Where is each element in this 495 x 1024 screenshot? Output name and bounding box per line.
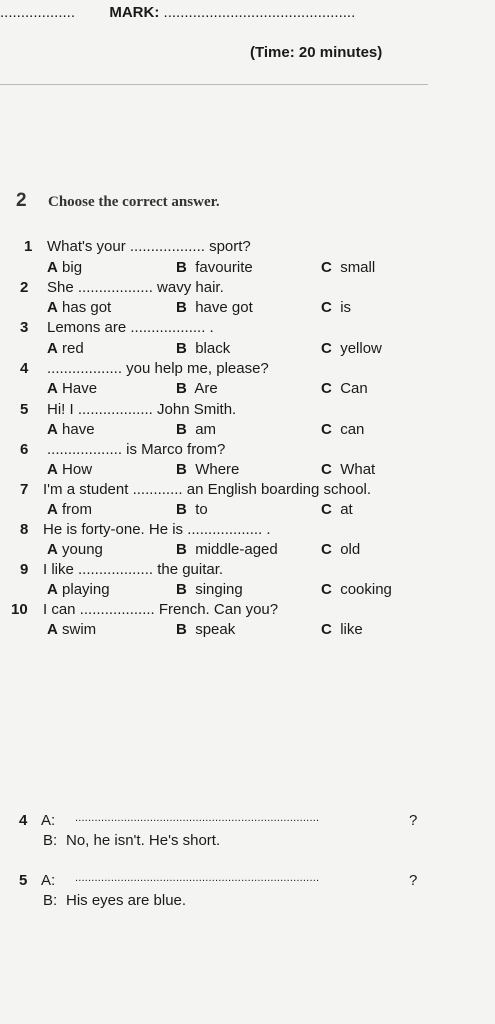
option-c[interactable]: C small — [321, 259, 376, 276]
speaker-a-label: A: — [41, 812, 56, 829]
option-a[interactable]: A red — [47, 340, 84, 357]
question-text: Lemons are .................. . — [47, 319, 214, 336]
option-a[interactable]: A have — [47, 421, 95, 438]
question-number: 9 — [20, 561, 29, 578]
option-a[interactable]: A young — [47, 541, 103, 558]
question-text: I like .................. the guitar. — [43, 561, 224, 578]
option-a[interactable]: A Have — [47, 380, 98, 397]
question-number: 3 — [20, 319, 29, 336]
question-number: 4 — [20, 360, 29, 377]
dialogue-number: 4 — [19, 812, 28, 829]
option-a[interactable]: A playing — [47, 581, 110, 598]
mark-dots-left: .................. — [0, 4, 76, 21]
speaker-b-label: B: — [43, 832, 58, 849]
question-number: 8 — [20, 521, 29, 538]
option-b[interactable]: B singing — [176, 581, 243, 598]
mark-label: MARK: — [109, 4, 160, 21]
answer-blank[interactable]: ........................................................................... — [75, 872, 320, 884]
option-c[interactable]: C like — [321, 621, 363, 638]
dialogue-number: 5 — [19, 872, 28, 889]
mark-line — [0, 4, 355, 21]
option-c[interactable]: C old — [321, 541, 361, 558]
option-a[interactable]: A How — [47, 461, 93, 478]
option-b[interactable]: B speak — [176, 621, 236, 638]
option-b[interactable]: B Where — [176, 461, 240, 478]
time-label: (Time: 20 minutes) — [250, 44, 383, 61]
option-c[interactable]: C is — [321, 299, 352, 316]
option-b[interactable]: B favourite — [176, 259, 253, 276]
option-a[interactable]: A big — [47, 259, 83, 276]
question-text: .................. you help me, please? — [47, 360, 269, 377]
option-c[interactable]: C What — [321, 461, 376, 478]
question-text: She .................. wavy hair. — [47, 279, 224, 296]
question-mark: ? — [409, 872, 418, 889]
option-c[interactable]: C cooking — [321, 581, 392, 598]
option-b[interactable]: B to — [176, 501, 208, 518]
question-number: 5 — [20, 401, 29, 418]
option-c[interactable]: C Can — [321, 380, 368, 397]
question-text: What's your .................. sport? — [47, 238, 251, 255]
question-text: .................. is Marco from? — [47, 441, 226, 458]
question-number: 2 — [20, 279, 29, 296]
section-title: Choose the correct answer. — [48, 194, 220, 210]
option-b[interactable]: B am — [176, 421, 217, 438]
question-number: 6 — [20, 441, 29, 458]
question-text: I can .................. French. Can you? — [43, 601, 279, 618]
section-number: 2 — [16, 190, 27, 211]
option-a[interactable]: A has got — [47, 299, 112, 316]
question-text: Hi! I .................. John Smith. — [47, 401, 237, 418]
option-c[interactable]: C yellow — [321, 340, 382, 357]
mark-dots-right: .............................................. — [163, 4, 356, 21]
question-text: I'm a student ............ an English boarding school. — [43, 481, 372, 498]
speaker-b-text: No, he isn't. He's short. — [66, 832, 221, 849]
question-number: 10 — [11, 601, 28, 618]
speaker-b-text: His eyes are blue. — [66, 892, 187, 909]
speaker-b-label: B: — [43, 892, 58, 909]
option-c[interactable]: C can — [321, 421, 365, 438]
question-number: 1 — [24, 238, 33, 255]
option-b[interactable]: B middle-aged — [176, 541, 278, 558]
speaker-a-label: A: — [41, 872, 56, 889]
option-b[interactable]: B Are — [176, 380, 218, 397]
question-number: 7 — [20, 481, 29, 498]
question-mark: ? — [409, 812, 418, 829]
option-b[interactable]: B black — [176, 340, 231, 357]
option-a[interactable]: A from — [47, 501, 93, 518]
question-text: He is forty-one. He is .................. . — [43, 521, 271, 538]
option-b[interactable]: B have got — [176, 299, 253, 316]
option-c[interactable]: C at — [321, 501, 353, 518]
option-a[interactable]: A swim — [47, 621, 97, 638]
answer-blank[interactable]: ........................................................................... — [75, 812, 320, 824]
header-rule — [0, 84, 428, 85]
